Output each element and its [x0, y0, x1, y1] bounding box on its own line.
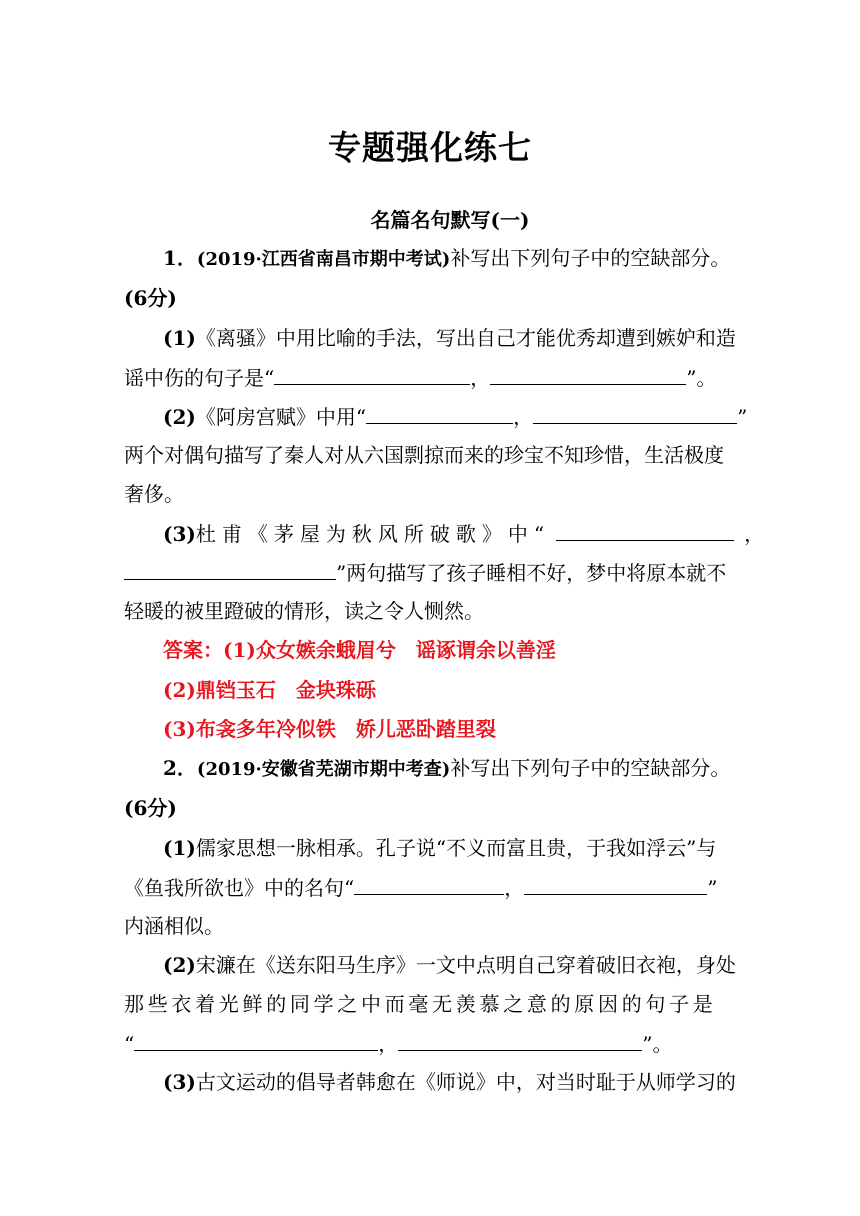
q2-part2-line2: 那些衣着光鲜的同学之中而毫无羡慕之意的原因的句子是: [124, 992, 717, 1016]
answer-blank[interactable]: [490, 364, 686, 385]
answer-blank[interactable]: [124, 559, 336, 580]
q1-part2-number: (2): [163, 405, 196, 429]
q2-part1-number: (1): [163, 836, 196, 860]
q1-heading: [163, 245, 730, 273]
q1-number: 1．: [163, 246, 197, 270]
page-title: 专题强化练七: [328, 128, 532, 167]
comma: ，: [513, 405, 534, 429]
answer-blank[interactable]: [274, 364, 470, 385]
answer-blank[interactable]: [556, 520, 734, 541]
q1-answer-2: (2)鼎铛玉石 金块珠砾: [163, 678, 376, 702]
comma: ，: [470, 366, 491, 390]
q2-part3-text: 古文运动的倡导者韩愈在《师说》中，对当时耻于从师学习的: [195, 1070, 736, 1094]
answer-blank[interactable]: [533, 403, 737, 424]
q1-points: (6分): [124, 286, 177, 310]
q1-answer-1: [163, 637, 556, 663]
q2-heading: [163, 755, 730, 783]
q2-part2-number: (2): [163, 953, 196, 977]
q2-part1-line2: [124, 874, 717, 901]
q1-part1-text: 《离骚》中用比喻的手法，写出自己才能优秀却遭到嫉妒和造: [195, 326, 736, 350]
q1-part3-line3: 轻暖的被里蹬破的情形，读之令人恻然。: [124, 599, 484, 623]
q1-stem: 补写出下列句子中的空缺部分。: [450, 246, 731, 270]
q2-part2-text: 宋濂在《送东阳马生序》一文中点明自己穿着破旧衣袍，身处: [195, 953, 736, 977]
q1-part3-suffix: ”两句描写了孩子睡相不好，梦中将原本就不: [336, 561, 727, 585]
q2-source: (2019·安徽省芜湖市期中考查): [196, 759, 451, 780]
q2-part1-line1: [163, 835, 716, 861]
q2-part1-suffix: ”: [707, 876, 718, 900]
comma: ，: [744, 522, 765, 546]
answer-blank[interactable]: [354, 874, 504, 895]
answer-blank[interactable]: [398, 1030, 642, 1051]
q2-points: (6分): [124, 796, 177, 820]
q1-part2-line2: 两个对偶句描写了秦人对从六国剽掠而来的珍宝不知珍惜，生活极度: [124, 443, 724, 467]
answer-blank[interactable]: [134, 1030, 378, 1051]
q2-part2-line1: [163, 952, 736, 978]
q1-answer-3: (3)布衾多年冷似铁 娇儿恶卧踏里裂: [163, 717, 496, 741]
q1-part1-number: (1): [163, 326, 196, 350]
q1-part2-prefix: 《阿房宫赋》中用“: [195, 405, 367, 429]
q2-part2-prefix: “: [124, 1032, 135, 1056]
q1-part3-line1: [163, 520, 764, 547]
q1-part2-suffix: ”: [737, 405, 748, 429]
q1-part3-line2: [124, 559, 726, 586]
q2-part3-line1: [163, 1069, 736, 1095]
q1-part2-line1: [163, 403, 747, 430]
q1-part3-text: 杜甫《茅屋为秋风所破歌》中“: [195, 522, 551, 546]
q2-part2-line3: [124, 1030, 672, 1057]
q2-part2-suffix: ”。: [642, 1032, 673, 1056]
q2-part3-number: (3): [163, 1070, 196, 1094]
comma: ，: [504, 876, 525, 900]
comma: ，: [378, 1032, 399, 1056]
answer-label: 答案：: [163, 638, 223, 662]
q1-part1-suffix: ”。: [686, 366, 717, 390]
q2-stem: 补写出下列句子中的空缺部分。: [450, 756, 731, 780]
q1-part1-line2: [124, 364, 716, 391]
q2-part1-line3: 内涵相似。: [124, 914, 224, 938]
q1-part1-line1: [163, 325, 736, 351]
q1-part2-line3: 奢侈。: [124, 482, 184, 506]
answer-blank[interactable]: [524, 874, 707, 895]
section-subtitle: 名篇名句默写(一): [370, 208, 530, 232]
answer-text: (1)众女嫉余蛾眉兮 谣诼谓余以善淫: [223, 638, 556, 662]
answer-blank[interactable]: [366, 403, 513, 424]
q1-source: (2019·江西省南昌市期中考试): [196, 249, 451, 270]
q1-part1-prefix: 谣中伤的句子是“: [124, 366, 275, 390]
q1-part3-number: (3): [163, 522, 196, 546]
q2-number: 2．: [163, 756, 197, 780]
q2-part1-prefix: 《鱼我所欲也》中的名句“: [124, 876, 355, 900]
q2-part1-text: 儒家思想一脉相承。孔子说“不义而富且贵，于我如浮云”与: [195, 836, 717, 860]
